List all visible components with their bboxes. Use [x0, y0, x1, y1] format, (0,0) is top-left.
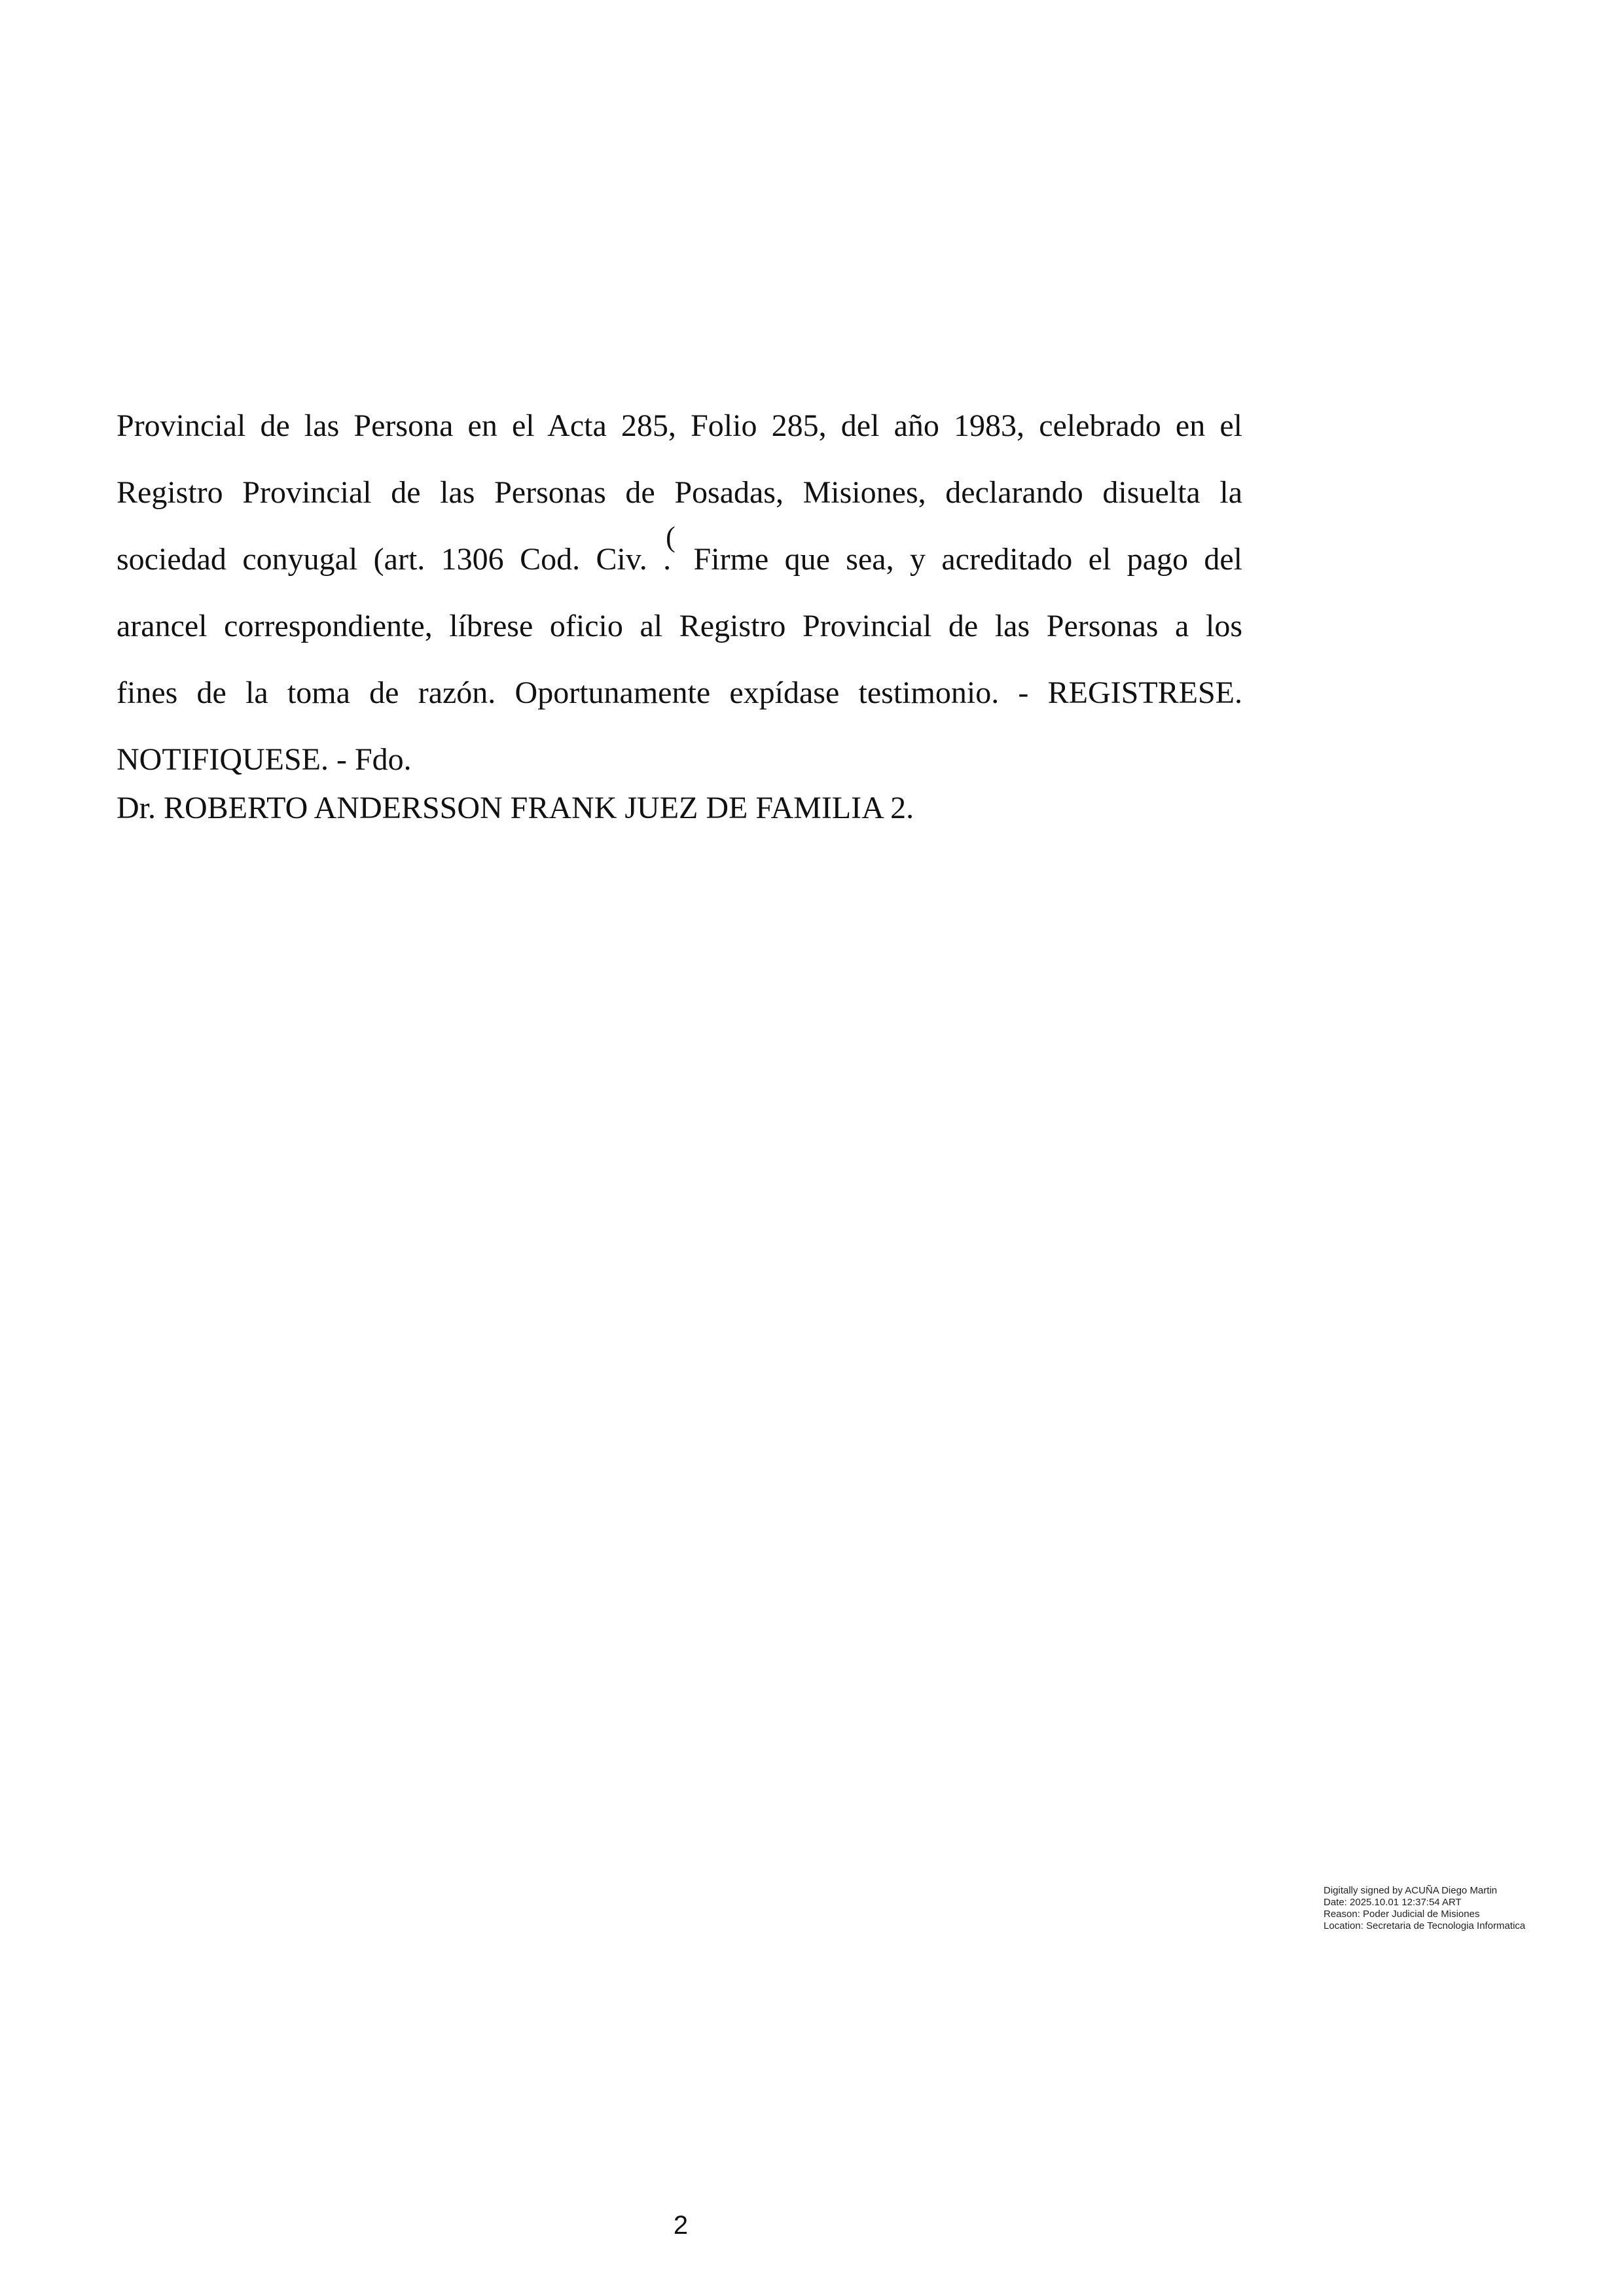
body-line-3	[117, 521, 1243, 593]
body-line-3-end: Firme que sea, y acreditado el pago del	[693, 542, 1243, 577]
mark-dot: .	[663, 542, 672, 577]
resolution-body	[117, 393, 1242, 842]
raised-paren: (	[666, 521, 676, 553]
signature-location: Location: Secretaria de Tecnologia Informatica	[1324, 1920, 1526, 1931]
digital-signature-stamp	[1324, 1885, 1559, 1932]
body-line-3-start: sociedad conyugal (art. 1306 Cod. Civ.	[117, 542, 647, 577]
body-line-6: NOTIFIQUESE. - Fdo.	[117, 742, 412, 777]
judge-signature-line: Dr. ROBERTO ANDERSSON FRANK JUEZ DE FAMILIA 2.	[117, 791, 914, 825]
body-line-2: Registro Provincial de las Personas de Posadas, Misiones, declarando disuelta la	[117, 475, 1242, 510]
page-number: 2	[673, 2211, 689, 2240]
body-line-5: fines de la toma de razón. Oportunamente expídase testimonio. - REGISTRESE.	[117, 675, 1242, 710]
civil-code-mark	[663, 521, 677, 593]
signature-date: Date: 2025.10.01 12:37:54 ART	[1324, 1897, 1462, 1908]
signature-signed-by: Digitally signed by ACUÑA Diego Martin	[1324, 1885, 1498, 1896]
signature-reason: Reason: Poder Judicial de Misiones	[1324, 1909, 1480, 1920]
body-line-1: Provincial de las Persona en el Acta 285, Folio 285, del año 1983, celebrado en el	[117, 408, 1242, 443]
body-line-4: arancel correspondiente, líbrese oficio al Registro Provincial de las Personas a los	[117, 609, 1242, 643]
